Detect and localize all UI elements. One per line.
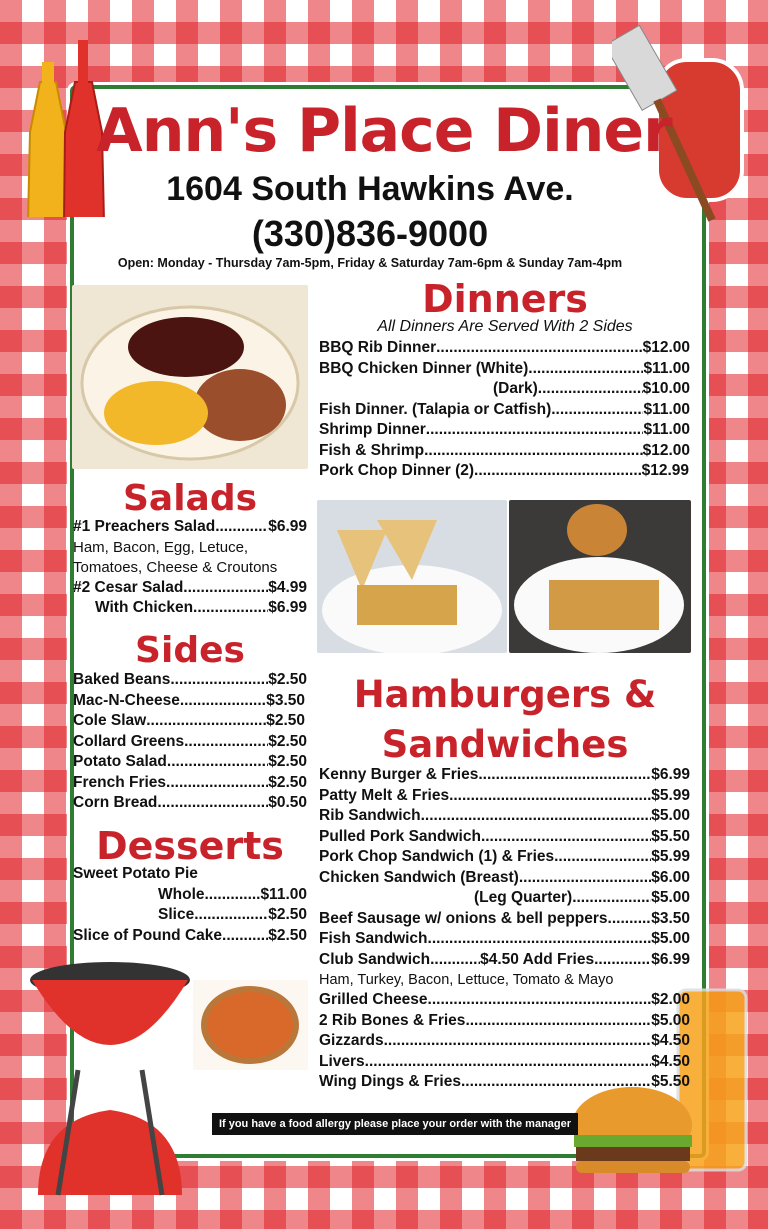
menu-item: 2 Rib Bones & Fries ..... $5.00	[319, 1011, 690, 1032]
menu-item: Collard Greens ..... $2.50	[73, 732, 307, 753]
menu-item: Beef Sausage w/ onions & bell peppers ..... $3.50	[319, 909, 690, 930]
opening-hours: Open: Monday - Thursday 7am-5pm, Friday & Saturday 7am-6pm & Sunday 7am-4pm	[117, 256, 623, 270]
sides-list	[73, 670, 307, 814]
menu-item: Potato Salad ..... $2.50	[73, 752, 307, 773]
menu-item: Cole Slaw ..... $2.50	[73, 711, 305, 732]
menu-item: Patty Melt & Fries ..... $5.99	[319, 786, 690, 807]
menu-item: Pork Chop Sandwich (1) & Fries ..... $5.99	[319, 847, 690, 868]
menu-item: Slice ..... $2.50	[73, 905, 307, 926]
sides-heading: Sides	[135, 630, 245, 671]
desserts-heading: Desserts	[96, 824, 284, 868]
menu-item: (Dark) ..... $10.00	[319, 379, 690, 400]
menu-item: Pork Chop Dinner (2) ..... $12.99	[319, 461, 689, 482]
menu-item: French Fries ..... $2.50	[73, 773, 307, 794]
menu-item: Baked Beans ..... $2.50	[73, 670, 307, 691]
menu-item: Corn Bread ..... $0.50	[73, 793, 307, 814]
dinners-list	[319, 338, 690, 482]
menu-item: Kenny Burger & Fries ..... $6.99	[319, 765, 690, 786]
sandwiches-list	[319, 765, 690, 1093]
allergy-notice: If you have a food allergy please place your order with the manager	[212, 1113, 578, 1135]
menu-item: Chicken Sandwich (Breast) ..... $6.00	[319, 868, 690, 889]
menu-item: Shrimp Dinner ..... $11.00	[319, 420, 690, 441]
club-sandwich-photo	[317, 500, 507, 653]
menu-item: Slice of Pound Cake ..... $2.50	[73, 926, 307, 947]
salads-list	[73, 517, 307, 619]
restaurant-title: Ann's Place Diner	[96, 96, 672, 166]
dinners-heading: Dinners	[422, 277, 588, 321]
menu-item: Whole ..... $11.00	[73, 885, 307, 906]
burger-fries-photo	[509, 500, 691, 653]
menu-item: Pulled Pork Sandwich ..... $5.50	[319, 827, 690, 848]
menu-item: Grilled Cheese ..... $2.00	[319, 990, 690, 1011]
menu-item: Wing Dings & Fries ..... $5.50	[319, 1072, 690, 1093]
menu-item: (Leg Quarter) ..... $5.00	[319, 888, 690, 909]
bbq-plate-photo	[72, 285, 308, 469]
menu-item: #1 Preachers Salad ..... $6.99	[73, 517, 307, 538]
hamburgers-heading-line2: Sandwiches	[381, 723, 629, 766]
menu-item: With Chicken ..... $6.99	[73, 598, 307, 619]
menu-item: Livers ..... $4.50	[319, 1052, 690, 1073]
menu-item: Rib Sandwich ..... $5.00	[319, 806, 690, 827]
item-description: Ham, Turkey, Bacon, Lettuce, Tomato & Mayo	[319, 972, 614, 988]
hamburgers-heading-line1: Hamburgers &	[353, 673, 657, 716]
dinners-subtitle: All Dinners Are Served With 2 Sides	[377, 318, 633, 335]
phone-number: (330)836-9000	[251, 213, 489, 254]
menu-item: Gizzards ..... $4.50	[319, 1031, 690, 1052]
menu-item: Sweet Potato Pie	[73, 865, 198, 882]
address: 1604 South Hawkins Ave.	[166, 170, 574, 208]
menu-item: #2 Cesar Salad ..... $4.99	[73, 578, 307, 599]
menu-item: BBQ Rib Dinner ..... $12.00	[319, 338, 690, 359]
sweet-potato-pie-photo	[193, 980, 308, 1070]
desserts-list	[73, 864, 307, 946]
menu-item: Fish Dinner. (Talapia or Catfish) ..... $11.00	[319, 400, 690, 421]
item-description: Tomatoes, Cheese & Croutons	[73, 558, 278, 576]
menu-item: Mac-N-Cheese ..... $3.50	[73, 691, 305, 712]
menu-item: Fish & Shrimp ..... $12.00	[319, 441, 690, 462]
menu-item: Club Sandwich ..... $4.50 Add Fries ..... $6.99	[319, 950, 690, 971]
menu-item: BBQ Chicken Dinner (White) ..... $11.00	[319, 359, 690, 380]
grill-icon	[18, 950, 203, 1205]
salads-heading: Salads	[122, 478, 258, 519]
item-description: Ham, Bacon, Egg, Letuce,	[73, 538, 249, 556]
menu-item: Fish Sandwich ..... $5.00	[319, 929, 690, 950]
hamburgers-heading	[318, 670, 692, 770]
